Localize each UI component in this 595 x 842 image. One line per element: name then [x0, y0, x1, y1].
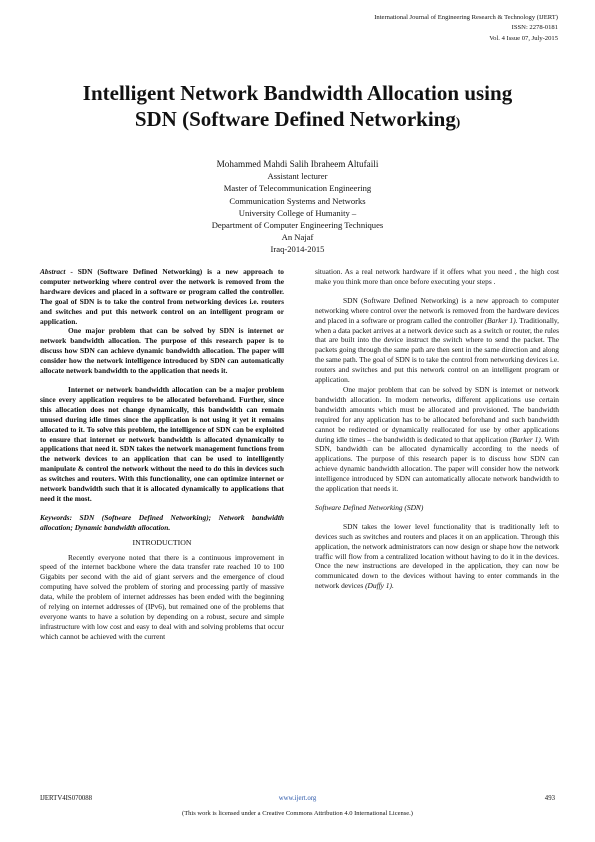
- citation: (Duffy 1).: [365, 581, 394, 591]
- author-line: University College of Humanity –: [238, 207, 357, 218]
- left-column: [40, 267, 284, 642]
- abstract-label: Abstract: [40, 267, 66, 276]
- author-line: An Najaf: [281, 232, 314, 243]
- website-link[interactable]: www.ijert.org: [278, 795, 317, 802]
- author-line: Department of Computer Engineering Techniques: [211, 220, 384, 231]
- right-paragraph-3: [315, 522, 559, 591]
- author-block: [150, 158, 445, 256]
- sdn-section-heading: Software Defined Networking (SDN): [315, 502, 424, 512]
- license-notice: (This work is licensed under a Creative Commons Attribution 4.0 International License.): [182, 810, 413, 817]
- paragraph-3-text: SDN takes the lower level functionality that is traditionally left to devices such as switches and routers and places it on an application. Through this application, the network administrators can now design or shape how the network traffic will flow from a centralized location without having to do it in the devices. Once the new instructions are developed in the application, they can now be communicated down to the devices without having to enter commands in the network devices: [315, 521, 559, 591]
- author-name: Mohammed Mahdi Salih Ibraheem Altufaili: [216, 159, 379, 169]
- right-paragraph-2: [315, 385, 559, 494]
- author-line: Communication Systems and Networks: [229, 195, 366, 206]
- right-column: [315, 267, 559, 591]
- paragraph-2-text-cont: With SDN, bandwidth can be allocated dynamically according to the needs of applications. The purpose of this research paper is to discuss how SDN can achieve dynamic bandwidth allocation. The paper will consider how the network intelligence introduced by SDN can automatically allocate network bandwidth to the application that needs it.: [315, 434, 559, 494]
- title-line-1: Intelligent Network Bandwidth Allocation using: [82, 81, 513, 105]
- introduction-heading: INTRODUCTION: [132, 537, 192, 547]
- paragraph-1-text: SDN (Software Defined Networking) is a new approach to computer networking where control over the network is removed from the hardware devices and placed in a software or program called the controller: [315, 295, 559, 325]
- author-line: Assistant lecturer: [267, 171, 328, 182]
- page-number: 493: [544, 795, 555, 802]
- title-line-2: [30, 106, 565, 135]
- abstract-paragraph-3: Internet or network bandwidth allocation can be a major problem since every application requires to be allocated beforehand. Further, since this allocation does not change dynamically, this bandwidth can remain unused during idle times since the application is not using it yet it remains allocated to it. To solve this problem, the intelligence of SDN can be exploited to ensure that internet or network bandwidth is allocated dynamically to applications that need it. SDN takes the network management functions from the network devices to an application that can be used to intelligently manipulate & control the network without the need to do this in devices such as switches and routers. With this functionality, one can optimize internet or network bandwidth such that it is allocated dynamically to applications that need it the most.: [40, 384, 284, 503]
- right-paragraph-0: situation. As a real network hardware if it offers what you need , the high cost make you think more than once before executing your steps .: [315, 267, 559, 286]
- citation: (Barker 1).: [484, 315, 518, 325]
- paragraph-1-text-cont: Traditionally, when a data packet arrives at a network device such as a switch or router, the rules that are built into the device instruct the switch where to send the packet. The packets going through the same path are then sent in the same direction and along the same path. The goal of SDN is to take the control from networking devices i.e. routers and switches and put this network control on an intelligent program or application.: [315, 315, 559, 385]
- journal-name: International Journal of Engineering Research & Technology (IJERT): [374, 14, 558, 21]
- journal-header: [298, 13, 558, 44]
- paragraph-2-text: One major problem that can be solved by SDN is internet or network bandwidth allocation. In modern networks, different applications use certain bandwidth amounts which must be allocated and provisioned. The bandwidth required for any application has to be allocated beforehand and such bandwidth cannot be redirected or dynamically reallocated for use by other applications during idle times – the bandwidth is dedicated to that application: [315, 384, 559, 444]
- abstract-paragraph-2: One major problem that can be solved by SDN is internet or network bandwidth allocation. The purpose of this research paper is to discuss how SDN can achieve dynamic bandwidth allocation. The paper will consider how the network intelligence introduced by SDN can automatically allocate network bandwidth to the application that needs it.: [40, 326, 284, 376]
- journal-volume: Vol. 4 Issue 07, July-2015: [489, 34, 558, 42]
- title-line-2-tail: ): [455, 114, 461, 129]
- author-line: Iraq-2014-2015: [270, 244, 325, 255]
- paper-id: IJERTV4IS070088: [40, 795, 93, 802]
- abstract-paragraph-1: [40, 267, 284, 326]
- journal-issn: ISSN: 2278-0181: [511, 24, 558, 32]
- introduction-paragraph-1: Recently everyone noted that there is a continuous improvement in speed of the internet backbone where the data transfer rate reached 10 to 100 Gigabits per second with the aid of giant servers and the emergence of cloud computing have solved the problem of storing and processing partly of massive data, while the problem of internet addresses has been ended with the beginning of relying on internet addresses of (IPv6), but remained one of the problems that everyone wants to have a solution by depending on a robust, secure and simple infrastructure with low cost and easy to deal with and solving problems that occur which cannot be achieved with the current: [40, 552, 284, 641]
- abstract-text-1: - SDN (Software Defined Networking) is a new approach to computer networking where control over the network is removed from the hardware devices and placed in a software or program called the controller. The goal of SDN is to take the control from networking devices i.e. routers and switches and put this network control on an intelligent program or application.: [40, 267, 284, 326]
- paper-title: [30, 80, 565, 135]
- title-line-2-main: SDN (Software Defined Networking: [134, 107, 456, 131]
- citation: (Barker 1).: [509, 434, 543, 444]
- author-line: Master of Telecommunication Engineering: [223, 183, 372, 194]
- right-paragraph-1: [315, 296, 559, 385]
- keywords: Keywords: SDN (Software Defined Networking); Network bandwidth allocation; Dynamic bandwidth allocation.: [40, 512, 284, 532]
